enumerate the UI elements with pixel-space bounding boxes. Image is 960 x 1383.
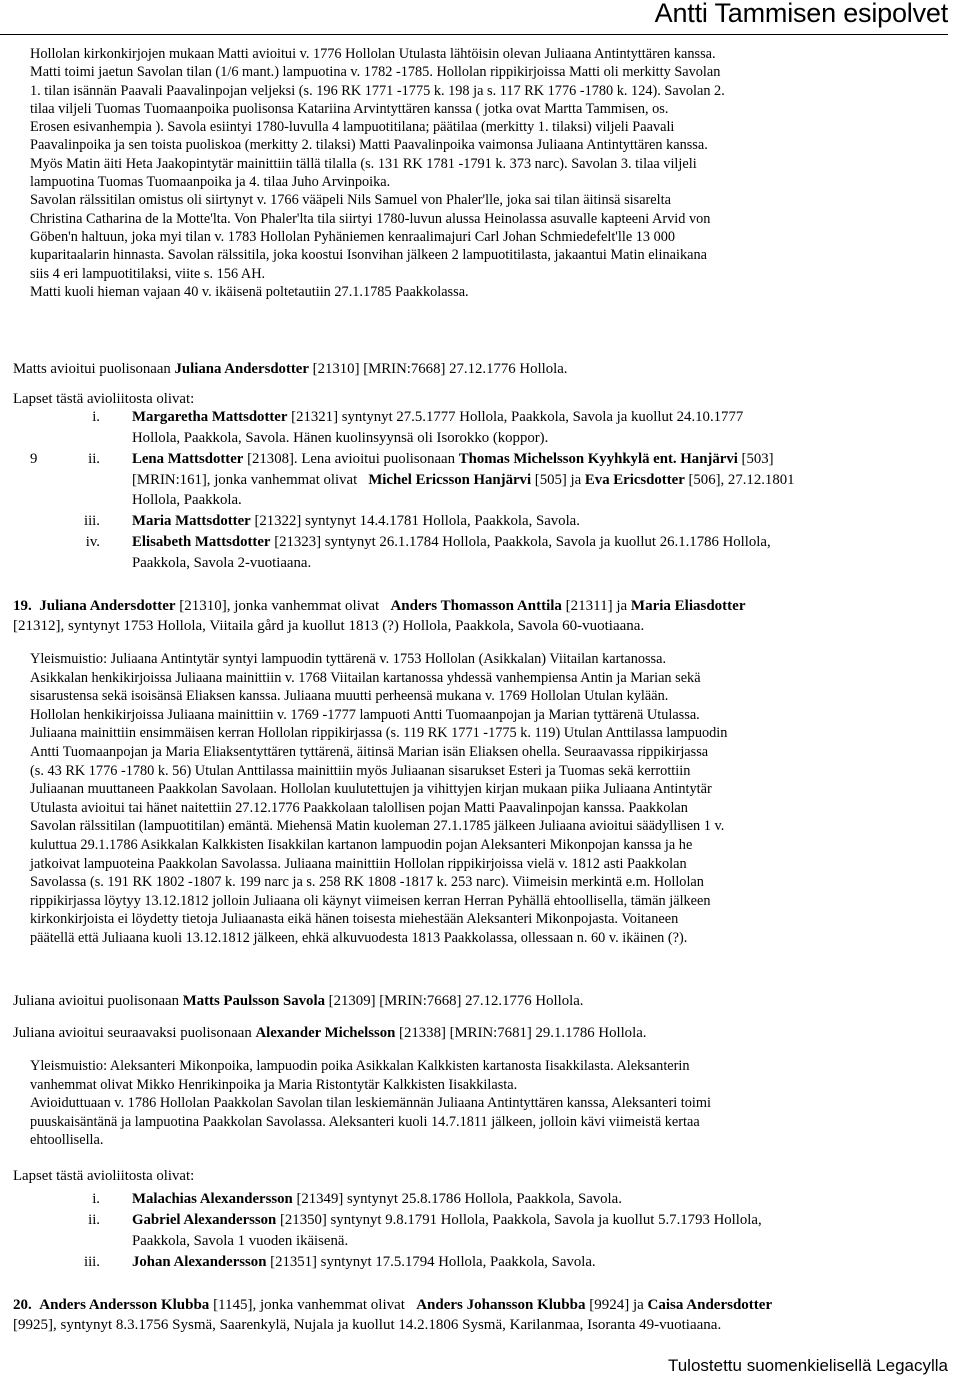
child-details-cont: Paakkola, Savola 1 vuoden ikäisenä. — [132, 1232, 349, 1249]
text-line: Juliaanan muuttaneen Paakkolan Savolaan. Hollolan kuulutettujen ja vihittyjen kirjan mukaan piika Juliaana Antintytär — [30, 781, 712, 798]
text-line: Erosen esivanhempia ). Savola esiintyi 1780-luvulla 4 lampuotitilana; päätilaa (merkitty 1. tilaksi) viljeli Paavali — [30, 119, 675, 136]
person-name: Anders Andersson Klubba — [39, 1297, 210, 1313]
child-details: [21351] syntynyt 17.5.1794 Hollola, Paakkola, Savola. — [270, 1254, 596, 1270]
ancestor-number: 9 — [30, 451, 38, 467]
person-name: Juliana Andersdotter — [39, 598, 176, 614]
text-line: Yleismuistio: Juliaana Antintytär syntyi lampuodin tyttärenä v. 1753 Hollolan (Asikkalan) Viitailan kartanossa. — [30, 651, 667, 667]
text-line: kuluttua 29.1.1786 Asikkalan Kalkkisten Iisakkilan kartanon lampuodin pojan Aleksanteri Mikonpojan kanssa ja he — [30, 836, 693, 853]
marriage-line: Juliana avioitui seuraavaksi puolisonaan Alexander Michelsson [21338] [MRIN:7681] 29.1.1786 Hollola. — [13, 1025, 647, 1041]
alexander-notes — [30, 1057, 950, 1150]
father-name: Michel Ericsson Hanjärvi — [368, 471, 532, 488]
spouse-name: Alexander Michelsson — [255, 1025, 396, 1041]
mother-name: Caisa Andersdotter — [647, 1297, 773, 1313]
text-line: päätellä että Juliaana kuoli 13.12.1812 jälkeen, ehkä alkuvuodesta 1813 Paakkolassa, ollessaan n. 60 v. ikäinen (?). — [30, 929, 688, 946]
text-line: kirkonkirjoista ei löydetty tietoja Juliaanasta eikä hänen toisesta miehestään Aleksanteri Mikonpojasta. Voitaneen — [30, 911, 679, 928]
spouse-name: Thomas Michelsson Kyyhkylä ent. Hanjärvi — [458, 451, 738, 467]
mother-name: Maria Eliasdotter — [630, 598, 746, 614]
person-details: [9925], syntynyt 8.3.1756 Sysmä, Saarenkylä, Nujala ja kuollut 14.2.1806 Sysmä, Karilanmaa, Isoranta 49-vuotiaana. — [13, 1317, 722, 1333]
child-number: iv. — [85, 534, 100, 550]
text-line: Avioiduttuaan v. 1786 Hollolan Paakkolan Savolan tilan leskiemännän Juliaana Antintyttären kanssa, Aleksanteri toimi — [30, 1095, 711, 1112]
person-19-entry: 19. Juliana Andersdotter [21310], jonka vanhemmat olivat Anders Thomasson Anttila [21311] ja Maria Eliasdotter [21312], syntynyt 1753 Hollola, Viitaila gård ja kuollut 1813 (?) Hollola, Paakkola, Savola 60-vuotiaana. — [13, 598, 746, 634]
child-details: [21322] syntynyt 14.4.1781 Hollola, Paakkola, Savola. — [254, 513, 580, 529]
marriage-prefix: Matts avioitui puolisonaan — [13, 361, 171, 377]
person-number: 19. — [13, 598, 32, 614]
text-line: Matti toimi jaetun Savolan tilan (1/6 mant.) lampuotina v. 1782 -1785. Hollolan rippikirjoissa Matti oli merkitty Savolan — [30, 64, 721, 81]
page-header — [0, 0, 948, 35]
person-number: 20. — [13, 1297, 32, 1313]
child-name: Margaretha Mattsdotter — [132, 409, 288, 425]
text-line: Savolan rälssitilan omistus oli siirtynyt v. 1766 vääpeli Nils Samuel von Phaler'lle, joka sai tilan äitinsä sisarelta — [30, 192, 671, 209]
child-number: ii. — [88, 451, 100, 467]
text-line: Myös Matin äiti Heta Jaakopintytär mainittiin tällä tilalla (s. 131 RK 1781 -1791 k. 373 narc). Savolan 3. tilaa viljeli — [30, 155, 697, 172]
marriage-details: [21310] [MRIN:7668] 27.12.1776 Hollola. — [312, 361, 568, 377]
person-20-entry: 20. Anders Andersson Klubba [1145], jonka vanhemmat olivat Anders Johansson Klubba [9924] ja Caisa Andersdotter [9925], syntynyt 8.3.1756 Sysmä, Saarenkylä, Nujala ja kuollut 14.2.1806 Sysmä, Karilanmaa, Isoranta 49-vuotiaana. — [13, 1297, 773, 1333]
child-name: Gabriel Alexandersson — [132, 1212, 277, 1228]
child-details-cont: Hollola, Paakkola, Savola. Hänen kuolinsyynsä oli Isorokko (koppor). — [132, 429, 549, 446]
text-line: Utulasta avioitui tai hänet naitettiin 27.12.1776 Paakkolaan talollisen pojan Matti Paavalinpojan kanssa. Paakkolan — [30, 799, 688, 816]
mother-name: Eva Ericsdotter — [584, 471, 685, 488]
marriage-line — [13, 360, 567, 379]
children-heading: Lapset tästä avioliitosta olivat: — [13, 391, 195, 407]
text-line: (s. 43 RK 1776 -1780 k. 56) Utulan Anttilassa mainittiin myös Juliaanan sisarukset Esteri ja Tuomas sekä kerrottiin — [30, 762, 691, 779]
text-line: vanhemmat olivat Mikko Henrikinpoika ja Maria Ristontytär Kalkkisten Iisakkilasta. — [30, 1076, 518, 1093]
text-line: puuskaisäntänä ja lampuotina Paakkolan Savolassa. Aleksanteri kuoli 14.7.1811 jälkeen, jolloin kävi viimeistä kertaa — [30, 1113, 700, 1130]
person-details: [21312], syntynyt 1753 Hollola, Viitaila gård ja kuollut 1813 (?) Hollola, Paakkola, Savola 60-vuotiaana. — [13, 618, 645, 634]
text-line: kuparitaalarin hinnasta. Savolan rälssitila, joka koostui Isonvihan jälkeen 2 lampuotitilasta, jakaantui Matin elinaikana — [30, 247, 707, 264]
child-number: i. — [92, 1191, 100, 1207]
text-line: Antti Tuomaanpojan ja Maria Eliaksentyttären tyttärenä, äitinsä Marian isän Eliaksen ohella. Seuraavassa rippikirjassa — [30, 743, 709, 760]
page-footer: Tulostettu suomenkielisellä Legacylla — [667, 1356, 948, 1375]
father-name: Anders Thomasson Anttila — [390, 598, 562, 614]
text-line: 1. tilan isännän Paavali Paavalinpojan veljeksi (s. 196 RK 1771 -1775 k. 198 ja s. 117 RK 1776 -1780 k. 124). Savolan 2. — [30, 82, 725, 99]
text-line: tilaa viljeli Tuomas Tuomaanpoika puolisonsa Katariina Arvintyttären kanssa ( jotka ovat Martta Tammisen, os. — [30, 100, 669, 117]
text-line: ehtoollisella. — [30, 1132, 104, 1149]
child-details: [21350] syntynyt 9.8.1791 Hollola, Paakkola, Savola ja kuollut 5.7.1793 Hollola, — [279, 1212, 762, 1228]
marriage-line: Juliana avioitui puolisonaan Matts Paulsson Savola [21309] [MRIN:7668] 27.12.1776 Hollola. — [13, 993, 584, 1009]
text-line: lampuotina Tuomas Tuomaanpoika ja 4. tilaa Juho Arvinpoika. — [30, 174, 391, 191]
text-line: Göben'n haltuun, joka myi tilan v. 1783 Hollolan Pyhäniemen kenraalimajuri Carl Johan Schmiedefelt'lle 13 000 — [30, 228, 676, 245]
child-name: Lena Mattsdotter — [132, 451, 244, 467]
children-heading: Lapset tästä avioliitosta olivat: — [13, 1168, 195, 1184]
child-number: iii. — [83, 1254, 100, 1270]
child-number: ii. — [88, 1212, 100, 1228]
juliana-notes — [30, 650, 950, 948]
child-name: Maria Mattsdotter — [132, 513, 251, 529]
child-details: [21321] syntynyt 27.5.1777 Hollola, Paakkola, Savola ja kuollut 24.10.1777 — [291, 409, 744, 425]
text-line: siis 4 eri lampuotitilaksi, viite s. 156 AH. — [30, 265, 266, 282]
text-line: Christina Catharina de la Motte'lta. Von Phaler'lta tila siirtyi 1780-luvun alussa Heinolassa asuvalle kapteeni Arvid von — [30, 210, 711, 227]
text-line: Hollolan henkikirjoissa Juliaana mainittiin v. 1769 -1777 lampuoti Antti Tuomaanpojan ja Marian tyttärenä Utulassa. — [30, 706, 700, 723]
text-line: Savolan rälssitilan (lampuotitilan) emäntä. Miehensä Matin kuoleman 27.1.1785 jälkeen Juliaana avioitui säädyllisen 1 v. — [30, 818, 725, 835]
child-number: iii. — [83, 513, 100, 529]
child-name: Johan Alexandersson — [132, 1254, 267, 1270]
child-name: Malachias Alexandersson — [132, 1191, 293, 1207]
text-line: Juliaana mainittiin ensimmäisen kerran Hollolan rippikirjassa (s. 119 RK 1771 -1775 k. 119) Utulan Anttilassa lampuodin — [30, 725, 728, 742]
text-line: rippikirjassa löytyy 13.12.1812 jolloin Juliaana oli käynyt viimeisen kerran Herran Pyhällä ehtoollisella, tämän jälkeen — [30, 892, 711, 909]
page-title: Antti Tammisen esipolvet — [654, 0, 948, 28]
spouse-name: Matts Paulsson Savola — [182, 993, 325, 1009]
child-details: [21349] syntynyt 25.8.1786 Hollola, Paakkola, Savola. — [296, 1191, 622, 1207]
child-number: i. — [92, 409, 100, 425]
text-line: Yleismuistio: Aleksanteri Mikonpoika, lampuodin poika Asikkalan Kalkkisten kartanosta Iisakkilasta. Aleksanterin — [30, 1058, 690, 1074]
text-line: Paavalinpoika ja sen toista puoliskoa (merkitty 2. tilaksi) Matti Paavalinpoika vaimonsa Juliaana Antintyttären kanssa. — [30, 137, 708, 154]
father-name: Anders Johansson Klubba — [416, 1297, 586, 1313]
child-details-cont: Paakkola, Savola 2-vuotiaana. — [132, 554, 312, 571]
text-line: Asikkalan henkikirjoissa Juliaana mainittiin v. 1768 Viitailan kartanossa yhdessä vanhempiensa Antin ja Marian sekä — [30, 669, 701, 686]
text-line: jatkoivat lampuoteina Paakkolan Savolassa. Juliaana mainittiin Hollolan rippikirjoissa vielä v. 1812 asti Paakkolan — [30, 855, 687, 872]
matti-notes — [30, 45, 950, 301]
text-line: Savolassa (s. 191 RK 1802 -1807 k. 199 narc ja s. 258 RK 1808 -1817 k. 253 narc). Viimeisin merkintä e.m. Hollolan — [30, 874, 704, 891]
text-line: sisarustensa sekä isoisänsä Eliaksen kanssa. Juliaana muutti perheensä mukana v. 1769 Hollolan Utulan kylään. — [30, 688, 669, 705]
text-line: Hollolan kirkonkirjojen mukaan Matti avioitui v. 1776 Hollolan Utulasta lähtöisin olevan Juliaana Antintyttären kanssa. — [30, 46, 716, 62]
child-name: Elisabeth Mattsdotter — [132, 534, 271, 550]
text-line: Matti kuoli hieman vajaan 40 v. ikäisenä poltetautiin 27.1.1785 Paakkolassa. — [30, 283, 469, 300]
spouse-name: Juliana Andersdotter — [174, 361, 309, 377]
child-details: [21323] syntynyt 26.1.1784 Hollola, Paakkola, Savola ja kuollut 26.1.1786 Hollola, — [274, 534, 771, 550]
